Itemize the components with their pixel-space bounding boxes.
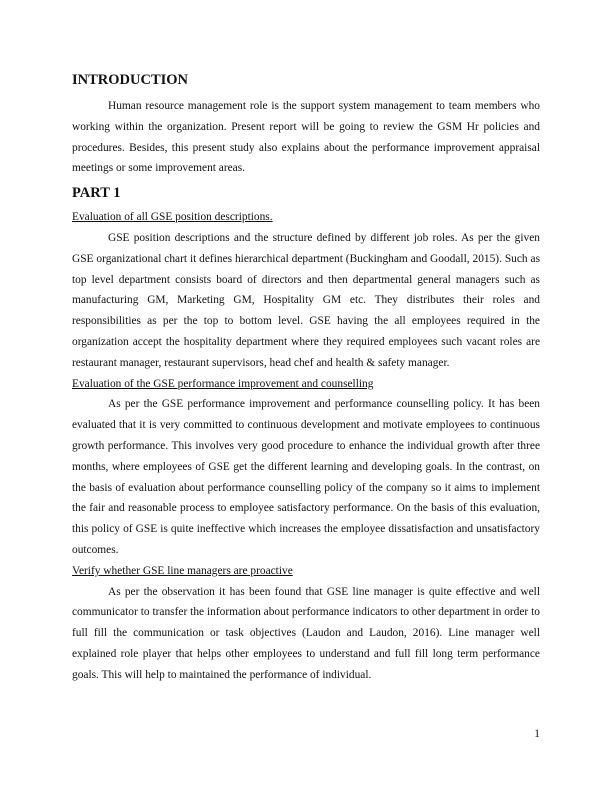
section-paragraph-position-descriptions: GSE position descriptions and the structure defined by different job roles. As per the given GSE organizational chart it defines hierarchical department (Buckingham and Goodall, 2015). Such as top level department consists board of directors and then departmental general managers such as manufacturing GM, Marketing GM, Hospitality GM etc. They distributes their roles and responsibilities as per the top to bottom level. GSE having the all employees required in the organization accept the hospitality department where they required employees such vacant roles are restaurant manager, restaurant supervisors, head chef and health & safety manager. bbox=[72, 231, 540, 369]
section-subheading-position-descriptions: Evaluation of all GSE position descriptions. bbox=[72, 211, 273, 224]
page-number: 1 bbox=[534, 728, 540, 740]
document-page bbox=[72, 70, 540, 686]
section-subheading-performance-improvement: Evaluation of the GSE performance improvement and counselling bbox=[72, 377, 374, 390]
section-paragraph-performance-improvement: As per the GSE performance improvement and performance counselling policy. It has been evaluated that it is very committed to continuous development and motivate employees to continuous growth performance. This involves very good procedure to enhance the individual growth after three months, where employees of GSE get the different learning and developing goals. In the contrast, on the basis of evaluation about performance counselling policy of the company so it aims to implement the fair and reasonable process to employee satisfactory performance. On the basis of this evaluation, this policy of GSE is quite ineffective which increases the employee dissatisfaction and unsatisfactory outcomes. bbox=[72, 398, 540, 556]
introduction-heading: INTRODUCTION bbox=[72, 72, 189, 88]
section-paragraph-line-managers: As per the observation it has been found that GSE line manager is quite effective and well communicator to transfer the information about performance indicators to other department in order to full fill the communication or task objectives (Laudon and Laudon, 2016). Line manager well explained role player that helps other employees to understand and full fill long term performance goals. This will help to maintained the performance of individual. bbox=[72, 585, 540, 681]
section-subheading-line-managers: Verify whether GSE line managers are proactive bbox=[72, 564, 293, 577]
introduction-paragraph: Human resource management role is the support system management to team members who working within the organization. Present report will be going to review the GSM Hr policies and procedures. Besides, this present study also explains about the performance improvement appraisal meetings or some improvement areas. bbox=[72, 100, 540, 175]
part1-heading: PART 1 bbox=[72, 185, 121, 202]
